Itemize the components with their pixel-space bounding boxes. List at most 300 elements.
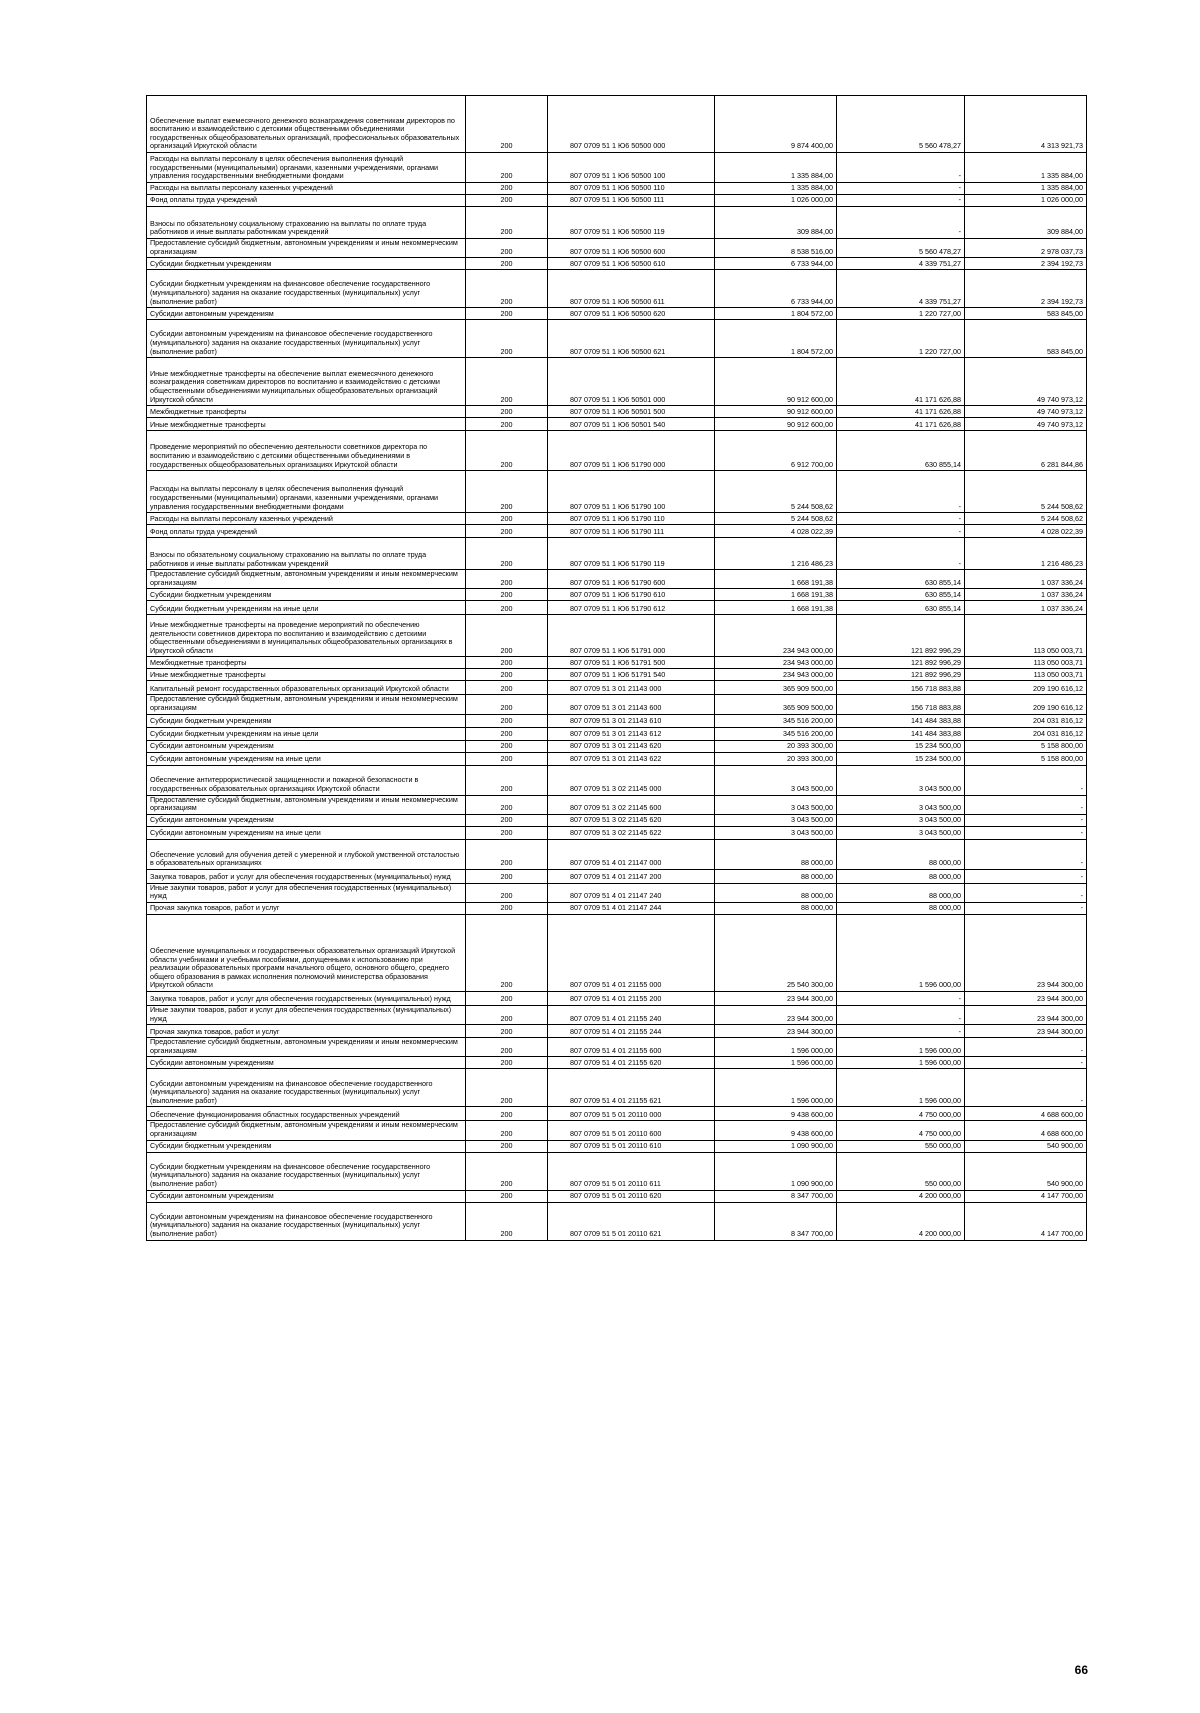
- row-executed-cell: 1 220 727,00: [837, 308, 965, 320]
- row-code-cell: 200: [466, 320, 548, 358]
- row-approved-cell: 3 043 500,00: [715, 765, 837, 795]
- table-row: [147, 418, 1087, 431]
- row-name-cell: Иные закупки товаров, работ и услуг для обеспечения государственных (муниципальных) нужд: [147, 883, 466, 902]
- table-row: [147, 1005, 1087, 1024]
- row-remaining-cell: 4 147 700,00: [965, 1190, 1087, 1202]
- row-approved-cell: 365 909 500,00: [715, 681, 837, 695]
- row-kbk-cell: 807 0709 51 5 01 20110 611: [548, 1152, 715, 1190]
- row-code-cell: 200: [466, 1069, 548, 1107]
- row-approved-cell: 234 943 000,00: [715, 657, 837, 669]
- row-executed-cell: -: [837, 991, 965, 1005]
- row-approved-cell: 20 393 300,00: [715, 740, 837, 752]
- table-row: [147, 406, 1087, 418]
- row-name-cell: Субсидии бюджетным учреждениям на финансовое обеспечение государственного (муниципального) задания на оказание государственных (муниципальных) услуг (выполнение работ): [147, 270, 466, 308]
- row-remaining-cell: 5 158 800,00: [965, 740, 1087, 752]
- row-name-cell: Прочая закупка товаров, работ и услуг: [147, 1025, 466, 1038]
- row-remaining-cell: 49 740 973,12: [965, 418, 1087, 431]
- table-row: [147, 902, 1087, 914]
- row-executed-cell: 4 200 000,00: [837, 1190, 965, 1202]
- table-row: [147, 883, 1087, 902]
- row-kbk-cell: 807 0709 51 3 01 21143 610: [548, 714, 715, 727]
- table-row: [147, 615, 1087, 657]
- row-kbk-cell: 807 0709 51 1 Ю6 51790 612: [548, 601, 715, 615]
- row-remaining-cell: 583 845,00: [965, 308, 1087, 320]
- row-kbk-cell: 807 0709 51 3 02 21145 000: [548, 765, 715, 795]
- row-remaining-cell: 209 190 616,12: [965, 681, 1087, 695]
- row-kbk-cell: 807 0709 51 5 01 20110 610: [548, 1140, 715, 1152]
- row-kbk-cell: 807 0709 51 1 Ю6 51790 119: [548, 538, 715, 570]
- table-row: [147, 991, 1087, 1005]
- table-row: [147, 207, 1087, 239]
- row-remaining-cell: 113 050 003,71: [965, 657, 1087, 669]
- row-name-cell: Субсидии бюджетным учреждениям: [147, 258, 466, 270]
- row-approved-cell: 25 540 300,00: [715, 914, 837, 991]
- row-approved-cell: 1 335 884,00: [715, 183, 837, 195]
- row-approved-cell: 5 244 508,62: [715, 471, 837, 513]
- row-name-cell: Иные закупки товаров, работ и услуг для обеспечения государственных (муниципальных) нужд: [147, 1005, 466, 1024]
- row-name-cell: Субсидии автономным учреждениям: [147, 814, 466, 826]
- row-kbk-cell: 807 0709 51 4 01 21147 200: [548, 869, 715, 883]
- row-approved-cell: 8 538 516,00: [715, 239, 837, 258]
- row-name-cell: Предоставление субсидий бюджетным, автономным учреждениям и иным некоммерческим организациям: [147, 795, 466, 814]
- table-row: [147, 1025, 1087, 1038]
- row-kbk-cell: 807 0709 51 3 02 21145 600: [548, 795, 715, 814]
- page-number: 66: [1074, 1663, 1088, 1677]
- row-code-cell: 200: [466, 207, 548, 239]
- row-kbk-cell: 807 0709 51 1 Ю6 50500 620: [548, 308, 715, 320]
- row-remaining-cell: 1 026 000,00: [965, 195, 1087, 207]
- row-name-cell: Субсидии автономным учреждениям на финансовое обеспечение государственного (муниципального) задания на оказание государственных (муниципальных) услуг (выполнение работ): [147, 1069, 466, 1107]
- table-row: [147, 657, 1087, 669]
- row-executed-cell: 630 855,14: [837, 601, 965, 615]
- row-code-cell: 200: [466, 727, 548, 740]
- row-kbk-cell: 807 0709 51 1 Ю6 50501 540: [548, 418, 715, 431]
- row-remaining-cell: 1 216 486,23: [965, 538, 1087, 570]
- table-row: [147, 714, 1087, 727]
- row-name-cell: Субсидии автономным учреждениям: [147, 740, 466, 752]
- row-approved-cell: 3 043 500,00: [715, 814, 837, 826]
- row-remaining-cell: 5 244 508,62: [965, 513, 1087, 525]
- row-name-cell: Иные межбюджетные трансферты на обеспечение выплат ежемесячного денежного вознаграждения советникам директоров по воспитанию и взаимодействию с детскими общественными объединениями муниципальных общеобразовательных организаций Иркутской области: [147, 358, 466, 406]
- table-row: [147, 195, 1087, 207]
- row-code-cell: 200: [466, 914, 548, 991]
- row-approved-cell: 4 028 022,39: [715, 525, 837, 538]
- row-code-cell: 200: [466, 1107, 548, 1121]
- row-name-cell: Иные межбюджетные трансферты: [147, 418, 466, 431]
- row-kbk-cell: 807 0709 51 3 02 21145 622: [548, 826, 715, 839]
- row-name-cell: Обеспечение антитеррористической защищенности и пожарной безопасности в государственных образовательных организациях Иркутской области: [147, 765, 466, 795]
- row-approved-cell: 234 943 000,00: [715, 669, 837, 681]
- row-remaining-cell: 2 978 037,73: [965, 239, 1087, 258]
- table-row: [147, 1121, 1087, 1140]
- row-approved-cell: 345 516 200,00: [715, 727, 837, 740]
- row-executed-cell: 630 855,14: [837, 570, 965, 589]
- row-executed-cell: 5 560 478,27: [837, 96, 965, 153]
- table-row: [147, 525, 1087, 538]
- row-code-cell: 200: [466, 1152, 548, 1190]
- row-kbk-cell: 807 0709 51 1 Ю6 50500 610: [548, 258, 715, 270]
- table-row: [147, 570, 1087, 589]
- table-row: [147, 1190, 1087, 1202]
- row-code-cell: 200: [466, 308, 548, 320]
- row-executed-cell: -: [837, 513, 965, 525]
- row-kbk-cell: 807 0709 51 4 01 21155 600: [548, 1038, 715, 1057]
- row-kbk-cell: 807 0709 51 3 01 21143 622: [548, 752, 715, 765]
- table-row: [147, 1038, 1087, 1057]
- row-code-cell: 200: [466, 195, 548, 207]
- row-code-cell: 200: [466, 418, 548, 431]
- row-executed-cell: 1 596 000,00: [837, 1038, 965, 1057]
- row-kbk-cell: 807 0709 51 4 01 21155 240: [548, 1005, 715, 1024]
- row-executed-cell: 5 560 478,27: [837, 239, 965, 258]
- row-approved-cell: 3 043 500,00: [715, 826, 837, 839]
- row-name-cell: Расходы на выплаты персоналу казенных учреждений: [147, 513, 466, 525]
- row-code-cell: 200: [466, 1025, 548, 1038]
- row-executed-cell: 4 200 000,00: [837, 1202, 965, 1240]
- table-row: [147, 239, 1087, 258]
- row-remaining-cell: 540 900,00: [965, 1152, 1087, 1190]
- row-kbk-cell: 807 0709 51 4 01 21147 244: [548, 902, 715, 914]
- row-kbk-cell: 807 0709 51 4 01 21155 244: [548, 1025, 715, 1038]
- row-name-cell: Капитальный ремонт государственных образовательных организаций Иркутской области: [147, 681, 466, 695]
- row-executed-cell: -: [837, 1025, 965, 1038]
- table-row: [147, 513, 1087, 525]
- row-kbk-cell: 807 0709 51 1 Ю6 50500 111: [548, 195, 715, 207]
- row-executed-cell: -: [837, 183, 965, 195]
- row-remaining-cell: 5 158 800,00: [965, 752, 1087, 765]
- row-approved-cell: 1 804 572,00: [715, 308, 837, 320]
- table-row: [147, 1069, 1087, 1107]
- row-kbk-cell: 807 0709 51 1 Ю6 51790 111: [548, 525, 715, 538]
- row-approved-cell: 90 912 600,00: [715, 418, 837, 431]
- table-row: [147, 589, 1087, 601]
- row-executed-cell: 141 484 383,88: [837, 714, 965, 727]
- row-remaining-cell: 113 050 003,71: [965, 615, 1087, 657]
- row-executed-cell: 1 596 000,00: [837, 1069, 965, 1107]
- row-kbk-cell: 807 0709 51 1 Ю6 51790 600: [548, 570, 715, 589]
- row-name-cell: Закупка товаров, работ и услуг для обеспечения государственных (муниципальных) нужд: [147, 991, 466, 1005]
- row-approved-cell: 23 944 300,00: [715, 991, 837, 1005]
- row-code-cell: 200: [466, 765, 548, 795]
- row-approved-cell: 1 090 900,00: [715, 1140, 837, 1152]
- row-code-cell: 200: [466, 1038, 548, 1057]
- row-kbk-cell: 807 0709 51 1 Ю6 51791 000: [548, 615, 715, 657]
- row-code-cell: 200: [466, 826, 548, 839]
- row-code-cell: 200: [466, 270, 548, 308]
- row-executed-cell: -: [837, 538, 965, 570]
- row-code-cell: 200: [466, 839, 548, 869]
- row-name-cell: Субсидии бюджетным учреждениям на иные цели: [147, 727, 466, 740]
- row-name-cell: Субсидии автономным учреждениям на финансовое обеспечение государственного (муниципального) задания на оказание государственных (муниципальных) услуг (выполнение работ): [147, 1202, 466, 1240]
- row-code-cell: 200: [466, 795, 548, 814]
- table-row: [147, 1152, 1087, 1190]
- row-approved-cell: 1 668 191,38: [715, 589, 837, 601]
- row-approved-cell: 1 804 572,00: [715, 320, 837, 358]
- row-remaining-cell: 49 740 973,12: [965, 406, 1087, 418]
- row-remaining-cell: -: [965, 1057, 1087, 1069]
- table-row: [147, 431, 1087, 471]
- row-name-cell: Обеспечение условий для обучения детей с умеренной и глубокой умственной отсталостью в образовательных организациях: [147, 839, 466, 869]
- table-row: [147, 320, 1087, 358]
- budget-table: [146, 95, 1087, 1241]
- row-approved-cell: 1 596 000,00: [715, 1057, 837, 1069]
- row-executed-cell: 88 000,00: [837, 883, 965, 902]
- row-remaining-cell: 23 944 300,00: [965, 1005, 1087, 1024]
- row-kbk-cell: 807 0709 51 4 01 21155 620: [548, 1057, 715, 1069]
- row-code-cell: 200: [466, 406, 548, 418]
- row-executed-cell: -: [837, 207, 965, 239]
- table-row: [147, 826, 1087, 839]
- row-executed-cell: 1 220 727,00: [837, 320, 965, 358]
- row-kbk-cell: 807 0709 51 4 01 21147 000: [548, 839, 715, 869]
- row-remaining-cell: 4 688 600,00: [965, 1121, 1087, 1140]
- row-executed-cell: 156 718 883,88: [837, 695, 965, 714]
- row-remaining-cell: 209 190 616,12: [965, 695, 1087, 714]
- row-executed-cell: 4 750 000,00: [837, 1121, 965, 1140]
- row-executed-cell: -: [837, 471, 965, 513]
- row-approved-cell: 5 244 508,62: [715, 513, 837, 525]
- row-name-cell: Иные межбюджетные трансферты на проведение мероприятий по обеспечению деятельности советников директора по воспитанию и взаимодействию с детскими общественными объединениями в муниципальных общеобразовательных организациях в Иркутской области: [147, 615, 466, 657]
- row-code-cell: 200: [466, 538, 548, 570]
- row-code-cell: 200: [466, 358, 548, 406]
- row-remaining-cell: 309 884,00: [965, 207, 1087, 239]
- table-row: [147, 270, 1087, 308]
- row-remaining-cell: 49 740 973,12: [965, 358, 1087, 406]
- row-code-cell: 200: [466, 258, 548, 270]
- row-code-cell: 200: [466, 525, 548, 538]
- row-executed-cell: 156 718 883,88: [837, 681, 965, 695]
- row-remaining-cell: 583 845,00: [965, 320, 1087, 358]
- row-kbk-cell: 807 0709 51 3 01 21143 600: [548, 695, 715, 714]
- row-code-cell: 200: [466, 991, 548, 1005]
- row-name-cell: Субсидии автономным учреждениям на финансовое обеспечение государственного (муниципального) задания на оказание государственных (муниципальных) услуг (выполнение работ): [147, 320, 466, 358]
- row-remaining-cell: -: [965, 883, 1087, 902]
- table-row: [147, 695, 1087, 714]
- row-approved-cell: 23 944 300,00: [715, 1025, 837, 1038]
- row-approved-cell: 9 874 400,00: [715, 96, 837, 153]
- row-code-cell: 200: [466, 883, 548, 902]
- row-executed-cell: 3 043 500,00: [837, 765, 965, 795]
- row-code-cell: 200: [466, 431, 548, 471]
- row-executed-cell: 630 855,14: [837, 431, 965, 471]
- row-name-cell: Обеспечение функционирования областных государственных учреждений: [147, 1107, 466, 1121]
- table-row: [147, 1202, 1087, 1240]
- row-executed-cell: 141 484 383,88: [837, 727, 965, 740]
- row-code-cell: 200: [466, 740, 548, 752]
- row-remaining-cell: 2 394 192,73: [965, 258, 1087, 270]
- row-remaining-cell: 6 281 844,86: [965, 431, 1087, 471]
- row-approved-cell: 90 912 600,00: [715, 358, 837, 406]
- row-name-cell: Субсидии автономным учреждениям на иные цели: [147, 826, 466, 839]
- row-code-cell: 200: [466, 695, 548, 714]
- row-code-cell: 200: [466, 752, 548, 765]
- row-executed-cell: 121 892 996,29: [837, 615, 965, 657]
- table-row: [147, 96, 1087, 153]
- row-name-cell: Предоставление субсидий бюджетным, автономным учреждениям и иным некоммерческим организациям: [147, 1121, 466, 1140]
- row-approved-cell: 8 347 700,00: [715, 1202, 837, 1240]
- table-row: [147, 669, 1087, 681]
- row-executed-cell: 550 000,00: [837, 1140, 965, 1152]
- table-row: [147, 869, 1087, 883]
- row-approved-cell: 8 347 700,00: [715, 1190, 837, 1202]
- row-name-cell: Обеспечение выплат ежемесячного денежного вознаграждения советникам директоров по воспитанию и взаимодействию с детскими общественными объединениями государственных общеобразовательных организаций, профессиональных образовательных организаций Иркутской области: [147, 96, 466, 153]
- row-name-cell: Субсидии автономным учреждениям: [147, 1057, 466, 1069]
- row-name-cell: Межбюджетные трансферты: [147, 406, 466, 418]
- table-row: [147, 752, 1087, 765]
- table-row: [147, 258, 1087, 270]
- row-code-cell: 200: [466, 657, 548, 669]
- table-row: [147, 601, 1087, 615]
- row-approved-cell: 9 438 600,00: [715, 1121, 837, 1140]
- row-remaining-cell: 1 335 884,00: [965, 183, 1087, 195]
- row-approved-cell: 1 668 191,38: [715, 570, 837, 589]
- row-kbk-cell: 807 0709 51 1 Ю6 50501 500: [548, 406, 715, 418]
- row-name-cell: Проведение мероприятий по обеспечению деятельности советников директора по воспитанию и взаимодействию с детскими общественными объединениями в государственных общеобразовательных организациях Иркутской области: [147, 431, 466, 471]
- row-kbk-cell: 807 0709 51 1 Ю6 50500 621: [548, 320, 715, 358]
- table-row: [147, 740, 1087, 752]
- row-kbk-cell: 807 0709 51 4 01 21155 621: [548, 1069, 715, 1107]
- row-approved-cell: 345 516 200,00: [715, 714, 837, 727]
- table-row: [147, 1140, 1087, 1152]
- row-remaining-cell: -: [965, 1038, 1087, 1057]
- row-code-cell: 200: [466, 601, 548, 615]
- row-executed-cell: -: [837, 1005, 965, 1024]
- row-executed-cell: -: [837, 525, 965, 538]
- row-kbk-cell: 807 0709 51 1 Ю6 51791 500: [548, 657, 715, 669]
- row-executed-cell: 3 043 500,00: [837, 814, 965, 826]
- row-approved-cell: 1 026 000,00: [715, 195, 837, 207]
- row-name-cell: Субсидии автономным учреждениям: [147, 308, 466, 320]
- row-name-cell: Субсидии бюджетным учреждениям: [147, 714, 466, 727]
- row-code-cell: 200: [466, 1202, 548, 1240]
- row-executed-cell: 4 339 751,27: [837, 270, 965, 308]
- table-row: [147, 814, 1087, 826]
- row-remaining-cell: 204 031 816,12: [965, 727, 1087, 740]
- row-approved-cell: 23 944 300,00: [715, 1005, 837, 1024]
- row-kbk-cell: 807 0709 51 5 01 20110 600: [548, 1121, 715, 1140]
- row-remaining-cell: -: [965, 814, 1087, 826]
- table-row: [147, 914, 1087, 991]
- row-code-cell: 200: [466, 681, 548, 695]
- row-executed-cell: 550 000,00: [837, 1152, 965, 1190]
- row-remaining-cell: 5 244 508,62: [965, 471, 1087, 513]
- row-code-cell: 200: [466, 1140, 548, 1152]
- row-executed-cell: 4 339 751,27: [837, 258, 965, 270]
- table-row: [147, 471, 1087, 513]
- row-name-cell: Субсидии автономным учреждениям: [147, 1190, 466, 1202]
- row-kbk-cell: 807 0709 51 5 01 20110 621: [548, 1202, 715, 1240]
- row-remaining-cell: 23 944 300,00: [965, 1025, 1087, 1038]
- table-row: [147, 839, 1087, 869]
- row-name-cell: Расходы на выплаты персоналу в целях обеспечения выполнения функций государственными (муниципальными) органами, казенными учреждениями, органами управления государственными внебюджетными фондами: [147, 153, 466, 183]
- row-executed-cell: 15 234 500,00: [837, 740, 965, 752]
- row-name-cell: Фонд оплаты труда учреждений: [147, 195, 466, 207]
- table-row: [147, 183, 1087, 195]
- table-row: [147, 153, 1087, 183]
- row-name-cell: Иные межбюджетные трансферты: [147, 669, 466, 681]
- row-remaining-cell: -: [965, 826, 1087, 839]
- row-name-cell: Взносы по обязательному социальному страхованию на выплаты по оплате труда работников и иные выплаты работникам учреждений: [147, 538, 466, 570]
- row-kbk-cell: 807 0709 51 1 Ю6 50500 611: [548, 270, 715, 308]
- row-remaining-cell: 4 028 022,39: [965, 525, 1087, 538]
- row-remaining-cell: -: [965, 869, 1087, 883]
- row-kbk-cell: 807 0709 51 1 Ю6 50501 000: [548, 358, 715, 406]
- row-code-cell: 200: [466, 570, 548, 589]
- row-approved-cell: 234 943 000,00: [715, 615, 837, 657]
- row-kbk-cell: 807 0709 51 4 01 21155 000: [548, 914, 715, 991]
- row-kbk-cell: 807 0709 51 1 Ю6 51790 610: [548, 589, 715, 601]
- row-kbk-cell: 807 0709 51 5 01 20110 000: [548, 1107, 715, 1121]
- row-approved-cell: 20 393 300,00: [715, 752, 837, 765]
- row-executed-cell: -: [837, 195, 965, 207]
- row-executed-cell: 88 000,00: [837, 839, 965, 869]
- row-remaining-cell: 1 335 884,00: [965, 153, 1087, 183]
- row-approved-cell: 6 733 944,00: [715, 258, 837, 270]
- table-row: [147, 1107, 1087, 1121]
- row-name-cell: Предоставление субсидий бюджетным, автономным учреждениям и иным некоммерческим организациям: [147, 239, 466, 258]
- row-name-cell: Обеспечение муниципальных и государственных образовательных организаций Иркутской области учебниками и учебными пособиями, допущенными к использованию при реализации образовательных программ начального общего, основного общего, среднего общего образования в рамках исполнения полномочий министерства образования Иркутской области: [147, 914, 466, 991]
- row-name-cell: Расходы на выплаты персоналу в целях обеспечения выполнения функций государственными (муниципальными) органами, казенными учреждениями, органами управления государственными внебюджетными фондами: [147, 471, 466, 513]
- row-code-cell: 200: [466, 153, 548, 183]
- row-executed-cell: 4 750 000,00: [837, 1107, 965, 1121]
- row-executed-cell: 88 000,00: [837, 869, 965, 883]
- row-approved-cell: 1 090 900,00: [715, 1152, 837, 1190]
- row-approved-cell: 88 000,00: [715, 869, 837, 883]
- row-executed-cell: 1 596 000,00: [837, 914, 965, 991]
- row-name-cell: Фонд оплаты труда учреждений: [147, 525, 466, 538]
- row-remaining-cell: -: [965, 839, 1087, 869]
- row-approved-cell: 1 216 486,23: [715, 538, 837, 570]
- row-approved-cell: 9 438 600,00: [715, 1107, 837, 1121]
- row-executed-cell: 41 171 626,88: [837, 358, 965, 406]
- row-name-cell: Расходы на выплаты персоналу казенных учреждений: [147, 183, 466, 195]
- row-remaining-cell: -: [965, 902, 1087, 914]
- budget-table-body: [147, 96, 1087, 1241]
- row-remaining-cell: 1 037 336,24: [965, 570, 1087, 589]
- row-executed-cell: 121 892 996,29: [837, 669, 965, 681]
- row-kbk-cell: 807 0709 51 1 Ю6 51790 000: [548, 431, 715, 471]
- row-executed-cell: 630 855,14: [837, 589, 965, 601]
- row-approved-cell: 1 596 000,00: [715, 1069, 837, 1107]
- row-code-cell: 200: [466, 183, 548, 195]
- row-approved-cell: 88 000,00: [715, 902, 837, 914]
- row-kbk-cell: 807 0709 51 4 01 21155 200: [548, 991, 715, 1005]
- row-approved-cell: 88 000,00: [715, 839, 837, 869]
- row-kbk-cell: 807 0709 51 5 01 20110 620: [548, 1190, 715, 1202]
- row-remaining-cell: -: [965, 765, 1087, 795]
- row-kbk-cell: 807 0709 51 1 Ю6 50500 600: [548, 239, 715, 258]
- table-row: [147, 538, 1087, 570]
- row-approved-cell: 1 596 000,00: [715, 1038, 837, 1057]
- row-kbk-cell: 807 0709 51 3 01 21143 620: [548, 740, 715, 752]
- row-remaining-cell: 1 037 336,24: [965, 589, 1087, 601]
- row-name-cell: Предоставление субсидий бюджетным, автономным учреждениям и иным некоммерческим организациям: [147, 570, 466, 589]
- row-code-cell: 200: [466, 513, 548, 525]
- row-kbk-cell: 807 0709 51 3 01 21143 000: [548, 681, 715, 695]
- table-row: [147, 727, 1087, 740]
- row-approved-cell: 309 884,00: [715, 207, 837, 239]
- table-row: [147, 1057, 1087, 1069]
- row-name-cell: Субсидии бюджетным учреждениям на финансовое обеспечение государственного (муниципального) задания на оказание государственных (муниципальных) услуг (выполнение работ): [147, 1152, 466, 1190]
- row-code-cell: 200: [466, 902, 548, 914]
- row-kbk-cell: 807 0709 51 3 01 21143 612: [548, 727, 715, 740]
- row-code-cell: 200: [466, 714, 548, 727]
- row-name-cell: Предоставление субсидий бюджетным, автономным учреждениям и иным некоммерческим организациям: [147, 695, 466, 714]
- row-code-cell: 200: [466, 471, 548, 513]
- row-name-cell: Субсидии автономным учреждениям на иные цели: [147, 752, 466, 765]
- row-executed-cell: 41 171 626,88: [837, 418, 965, 431]
- row-remaining-cell: -: [965, 1069, 1087, 1107]
